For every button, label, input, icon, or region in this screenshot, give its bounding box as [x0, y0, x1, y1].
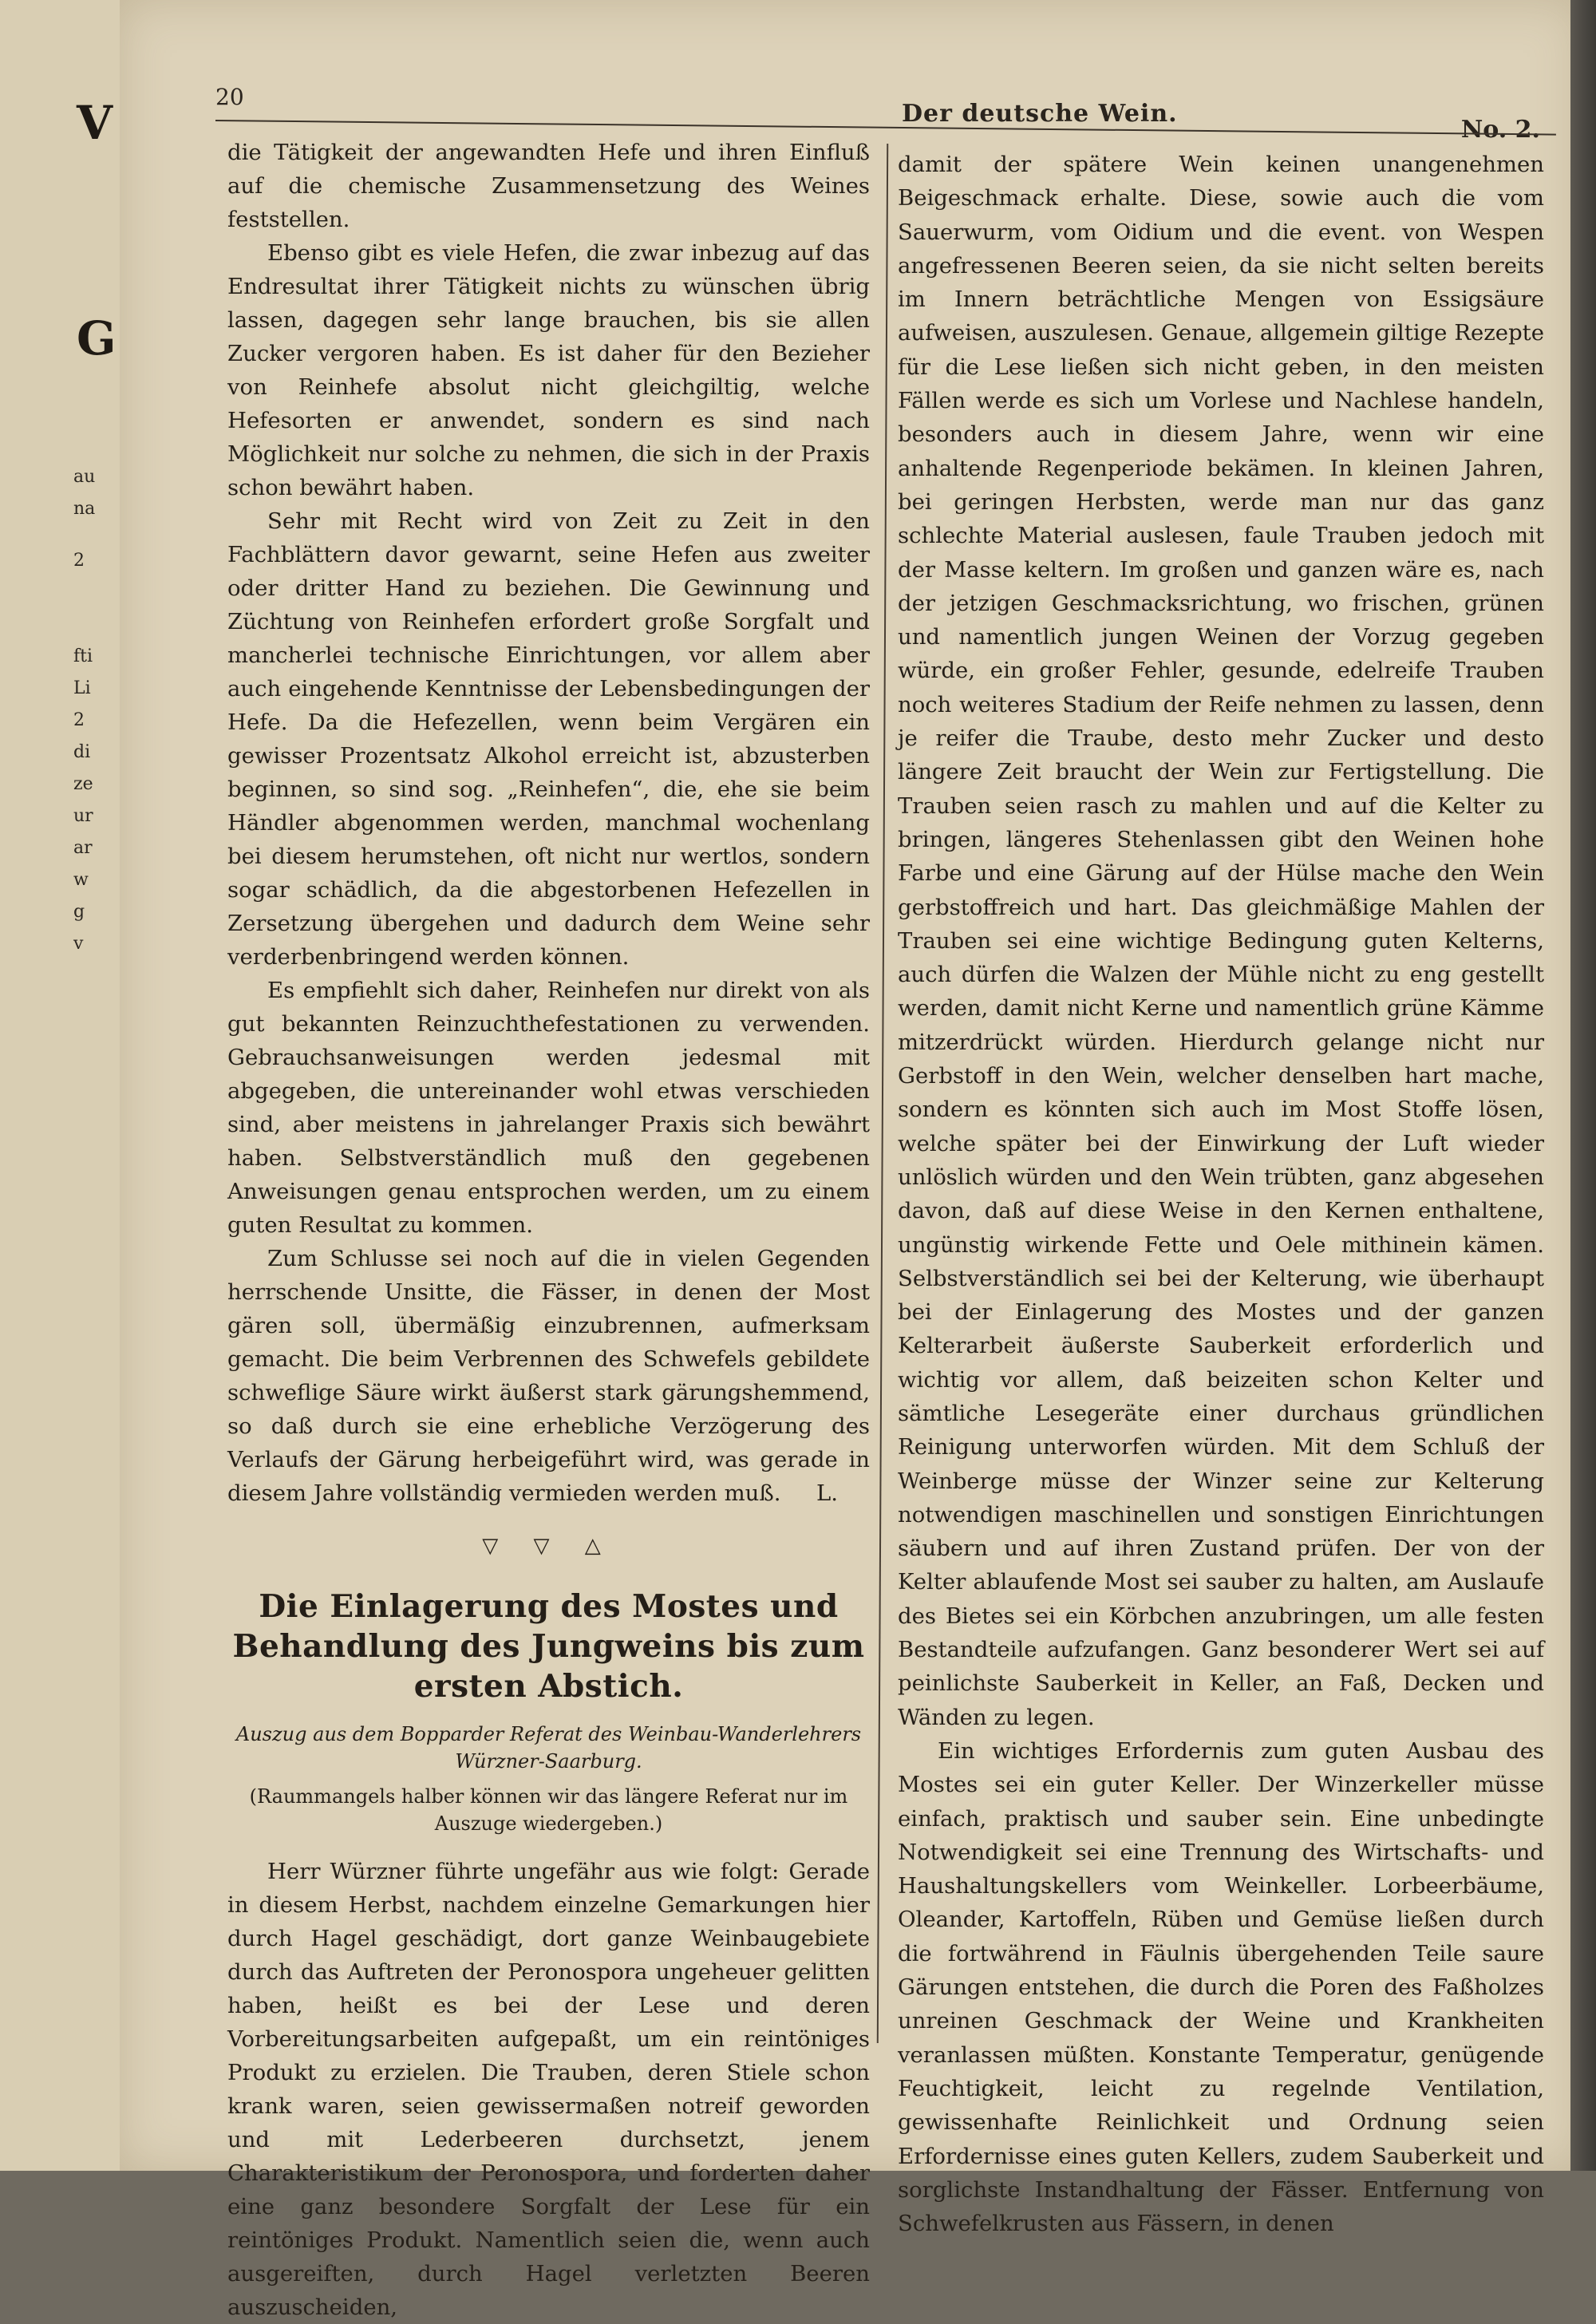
paragraph: Zum Schlusse sei noch auf die in vielen Gegenden herrschende Unsitte, die Fässer, in denen der Most gären soll, übermäßig einzubrennen, aufmerksam gemacht. Die beim Verbrennen des Schwefels gebildete schweflige Säure wirkt äußerst stark gärungshemmend, so daß durch sie eine erhebliche Verzögerung des Verlaufs der Gärung herbeigeführt wird, was gerade in diesem Jahre vollständig vermieden werden muß. — [227, 1246, 870, 1506]
underlying-fragment: fti — [73, 646, 93, 666]
running-title: Der deutsche Wein. — [902, 100, 1178, 128]
underlying-fragment: v — [73, 934, 84, 954]
underlying-fragment: na — [73, 499, 96, 519]
underlying-fragment: ur — [73, 806, 93, 826]
left-column — [227, 136, 870, 2324]
section-ornament: ▽ ▽ △ — [482, 1534, 615, 1558]
paragraph: Herr Würzner führte ungefähr aus wie folgt: Gerade in diesem Herbst, nachdem einzelne Gemarkungen hier durch Hagel geschädigt, dort ganze Weinbaugebiete durch das Auftreten der Peronospora ungeheuer gelitten haben, heißt es bei der Lese und deren Vorbereitungsarbeiten aufgepaßt, um ein reintöniges Produkt zu erzielen. Die Trauben, deren Stiele schon krank waren, seien gewissermaßen notreif geworden und mit Lederbeeren durchsetzt, jenem Charakteristikum der Peronospora, und forderten daher eine ganz besondere Sorgfalt der Lese für ein reintöniges Produkt. Namentlich seien die, wenn auch ausgereiften, durch Hagel verletzten Beeren auszuscheiden, — [227, 1859, 870, 2320]
underlying-fragment: 2 — [73, 551, 85, 571]
article-note: (Raummangels halber können wir das längere Referat nur im Auszuge wiedergeben.) — [249, 1785, 848, 1835]
underlying-fragment: w — [73, 870, 89, 890]
page-header — [215, 84, 1540, 144]
underlying-fragment: g — [73, 902, 85, 922]
underlying-fragment: di — [73, 742, 91, 762]
paragraph: die Tätigkeit der angewandten Hefe und ihren Einfluß auf die chemische Zusammensetzung des Weines feststellen. — [227, 140, 870, 232]
underlying-big-letter: G — [77, 311, 117, 366]
author-signature: L. — [816, 1480, 838, 1506]
paragraph: Ein wichtiges Erfordernis zum guten Ausbau des Mostes sei ein guter Keller. Der Winzerkeller müsse einfach, praktisch und sauber sein. Eine unbedingte Notwendigkeit sei eine Trennung des Wirtschafts- und Haushaltungskellers vom Weinkeller. Lorbeerbäume, Oleander, Kartoffeln, Rüben und Gemüse ließen durch die fortwährend in Fäulnis übergehenden Teile saure Gärungen entstehen, die durch die Poren des Faßholzes unreinen Geschmack der Weine und Krankheiten veranlassen müßten. Konstante Temperatur, genügende Feuchtigkeit, leicht zu regelnde Ventilation, gewissenhafte Reinlichkeit und Ordnung seien Erfordernisse eines guten Kellers, zudem Sauberkeit und sorglichste Instandhaltung der Fässer. Entfernung von Schwefelkrusten aus Fässern, in denen — [898, 1737, 1544, 2237]
paragraph: damit der spätere Wein keinen unangenehmen Beigeschmack erhalte. Diese, sowie auch die vom Sauerwurm, vom Oidium und die event. von Wespen angefressenen Beeren seien, da sie nicht selten bereits im Innern beträchtliche Mengen von Essigsäure aufweisen, auszulesen. Genaue, allgemein giltige Rezepte für die Lese ließen sich nicht geben, in den meisten Fällen werde es sich um Vorlese und Nachlese handeln, besonders auch in diesem Jahre, wenn wir eine anhaltende Regenperiode bekämen. In kleinen Jahren, bei geringen Herbsten, werde man nur das ganz schlechte Material auslesen, faule Trauben jedoch mit der Masse keltern. Im großen und ganzen wäre es, nach der jetzigen Geschmacksrichtung, wo frischen, grünen und namentlich jungen Weinen der Vorzug gegeben würde, ein großer Fehler, gesunde, edelreife Trauben noch weiteres Stadium der Reife nehmen zu lassen, denn je reifer die Traube, desto mehr Zucker und desto längere Zeit braucht der Wein zur Fertigstellung. Die Trauben seien rasch zu mahlen und auf die Kelter zu bringen, längeres Stehenlassen gibt den Weinen hohe Farbe und eine Gärung auf der Hülse mache den Wein gerbstoffreich und hart. Das gleichmäßige Mahlen der Trauben sei eine wichtige Bedingung guten Kelterns, auch dürfen die Walzen der Mühle nicht zu eng gestellt werden, damit nicht Kerne und namentlich grüne Kämme mitzerdrückt würden. Hierdurch gelange nicht nur Gerbstoff in den Wein, welcher denselben hart mache, sondern es könnten sich auch im Most Stoffe lösen, welche später bei der Einwirkung der Luft wieder unlöslich würden und den Wein trübten, ganz abgesehen davon, daß auf diese Weise in den Kernen enthaltene, ungünstig wirkende Fette und Oele mithinein kämen. Selbstverständlich sei bei der Kelterung, wie überhaupt bei der Einlagerung des Mostes und der ganzen Kelterarbeit äußerste Sauberkeit erforderlich und wichtig vor allem, daß beizeiten schon Kelter und sämtliche Lesegeräte einer durchaus gründlichen Reinigung unterworfen würden. Mit dem Schluß der Weinberge müsse der Winzer seine zur Kelterung notwendigen maschinellen und sonstigen Einrichtungen säubern und auf ihren Zustand prüfen. Der von der Kelter ablaufende Most sei sauber zu halten, am Auslaufe des Bietes sei ein Körbchen anzubringen, um alle festen Bestandteile aufzufangen. Ganz besonderer Wert sei auf peinlichste Sauberkeit in Keller, an Faß, Decken und Wänden zu legen. — [898, 152, 1544, 1730]
paragraph: Es empfiehlt sich daher, Reinhefen nur direkt von als gut bekannten Reinzuchthefestationen zu verwenden. Gebrauchsanweisungen werden jedesmal mit abgegeben, die untereinander wohl etwas verschieden sind, aber meistens in jahrelanger Praxis sich bewährt haben. Selbstverständlich muß den gegebenen Anweisungen genau entsprochen werden, um zu einem guten Resultat zu kommen. — [227, 978, 870, 1238]
column-divider — [877, 144, 888, 2043]
paragraph: Ebenso gibt es viele Hefen, die zwar inbezug auf das Endresultat ihrer Tätigkeit nichts zu wünschen übrig lassen, dagegen sehr lange brauchen, bis sie allen Zucker vergoren haben. Es ist daher für den Bezieher von Reinhefe absolut nicht gleichgiltig, welche Hefesorten er anwendet, sondern es sind nach Möglichkeit nur solche zu nehmen, die sich in der Praxis schon bewährt haben. — [227, 240, 870, 500]
underlying-fragment: 2 — [73, 710, 85, 730]
issue-number: No. 2. — [1460, 116, 1540, 144]
right-column — [898, 148, 1544, 2240]
paragraph: Sehr mit Recht wird von Zeit zu Zeit in den Fachblättern davor gewarnt, seine Hefen aus zweiter oder dritter Hand zu beziehen. Die Gewinnung und Züchtung von Reinhefen erfordert große Sorgfalt und mancherlei technische Einrichtungen, vor allem aber auch eingehende Kenntnisse der Lebensbedingungen der Hefe. Da die Hefezellen, wenn beim Vergären ein gewisser Prozentsatz Alkohol erreicht ist, abzusterben beginnen, so sind sog. „Reinhefen“, die, ehe sie beim Händler abgenommen werden, manchmal wochenlang bei diesem herumstehen, oft nicht nur wertlos, sondern sogar schädlich, da die abgestorbenen Hefezellen in Zersetzung übergehen und dadurch dem Weine sehr verderbenbringend werden können. — [227, 508, 870, 970]
underlying-fragment: Li — [73, 678, 91, 698]
underlying-fragment: ze — [73, 774, 93, 794]
underlying-page-edge — [0, 0, 121, 2171]
underlying-big-letter: V — [77, 96, 113, 150]
underlying-fragment: ar — [73, 838, 93, 858]
article-title: Die Einlagerung des Mostes und Behandlung des Jungweins bis zum ersten Abstich. — [232, 1588, 865, 1705]
newspaper-page — [120, 0, 1580, 2320]
book-binding-edge — [1570, 0, 1596, 2171]
article-subtitle: Auszug aus dem Bopparder Referat des Weinbau-Wanderlehrers Würzner-Saarburg. — [235, 1723, 862, 1773]
page-number: 20 — [215, 84, 244, 110]
underlying-fragment: au — [73, 467, 96, 487]
